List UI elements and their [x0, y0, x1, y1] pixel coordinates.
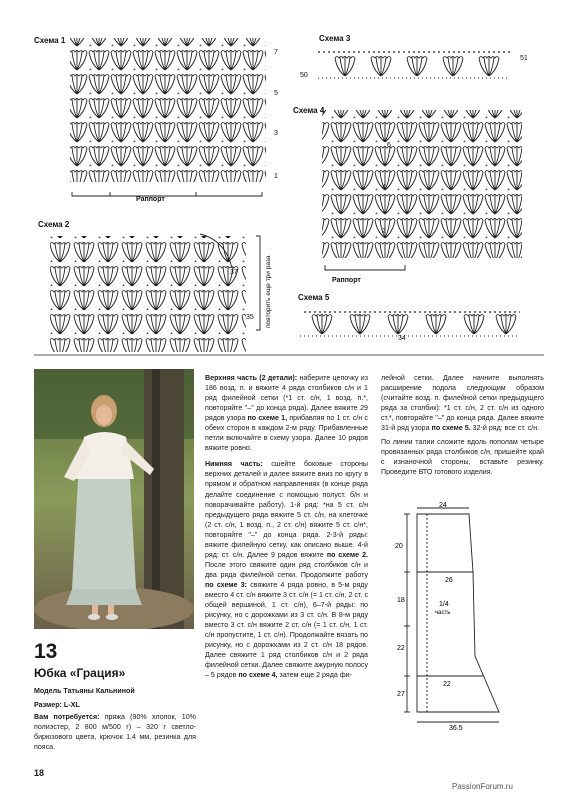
lower-text-4: затем еще 2 ряда фи- — [279, 671, 352, 680]
s3-row-50: 50 — [300, 72, 308, 79]
dim-h22: 22 — [397, 645, 405, 652]
s1-row-1: 1 — [274, 173, 278, 180]
dim-h20: 20 — [395, 543, 403, 550]
dim-w22: 22 — [443, 681, 451, 688]
lower-part-label: Нижняя часть: — [205, 460, 263, 469]
dim-h27: 27 — [397, 691, 405, 698]
dim-w26: 26 — [445, 577, 453, 584]
s2-row-37: 37 — [230, 269, 238, 276]
dim-quarter: 1/4 — [439, 601, 449, 608]
article-title: Юбка «Грация» — [34, 666, 126, 680]
size-value: L-XL — [63, 701, 80, 709]
col3-text-2: 32-й ряд: все ст. с/н. — [472, 424, 540, 433]
s1-row-3: 3 — [274, 130, 278, 137]
skirt-pattern-diagram — [395, 500, 545, 730]
upper-part-label: Верхняя часть (2 детали): — [205, 374, 298, 382]
model-credit — [34, 686, 135, 696]
lower-text-2: После этого свяжите один ряд столбиков с/н и два ряда филейной сетки. Продолжите работу — [205, 560, 368, 579]
page-number: 18 — [34, 768, 45, 778]
scheme-3-label: Схема 3 — [319, 34, 351, 43]
instructions-column-3 — [381, 373, 544, 477]
upper-text-2: прибавляя по 1 ст. с/н с обеих сторон в каждом 2-м ряду. Прибавленные петли включайте в схему узора. Далее 10 рядов вяжите ровно. — [205, 414, 368, 453]
lower-scheme-3-ref: по схеме 3: — [205, 580, 248, 589]
upper-text-1: наберите цепочку из 186 возд. п. и вяжите 4 ряда столбиков с/н и 1 ряд филейной сетки (*1 ст. с/н, 1 возд. п.*, повторяйте "–" до конца ряда). Далее вяжите 29 рядов узора — [205, 374, 368, 423]
size-line — [34, 700, 80, 710]
lower-text-1: сшейте боковые стороны верхних деталей и далее вяжите вниз по кругу в прямом и обратном направлениях (в конце ряда делайте соединение с помощью полуст. б/н и поворачивайте работу). 1-й ряд: *на 5 ст. с/н предыдущего ряда вяжите 5 ст. с/н, на клеточке (2 ст. с/н, 1 возд. п., 2 ст. с/н) вяжите 5 ст. с/н*, повторяйте "–" до конца ряда. 2-3-й ряды: вяжите филейную сетку, как описано выше. 4-й ряд: ст. с/н. Далее 9 рядов вяжите — [205, 460, 368, 559]
s1-row-5: 5 — [274, 90, 278, 97]
instructions-column-2 — [205, 373, 368, 680]
dim-top: 24 — [439, 502, 447, 509]
col3-scheme-5-ref: по схеме 5. — [431, 424, 471, 433]
scheme-4-label: Схема 4 — [293, 106, 325, 115]
dim-quarter-label: часть — [435, 610, 451, 616]
dim-bottom: 36,5 — [449, 725, 463, 730]
s4-row-4: 4 — [382, 184, 386, 191]
crochet-charts — [0, 0, 577, 360]
size-label: Размер: — [34, 701, 62, 709]
s4-row-2: 2 — [382, 228, 386, 235]
materials-text: пряжа (90% хлопок, 10% полиэстер, 2 800 м/500 г) – 320 г светло-бирюзового цвета, крючок 1,4 мм, резинка для пояса. — [34, 713, 196, 752]
model-author: Модель Татьяны Кальниной — [34, 687, 135, 695]
scheme-5-label: Схема 5 — [298, 293, 330, 302]
scheme-2-label: Схема 2 — [38, 220, 70, 229]
lower-text-3: свяжите 4 ряда ровно, в 5-м ряду вместо 4 ст. с/н вяжите 3 ст. с/н (= 1 ст. с/н, 2 ст. с общей вершиной, 1 ст. с/н), 6–7-й ряды: по рисунку, но с дорожками из 3 ст. с/н. В 8-м ряду вместо 3 ст. с/н вяжите 2 ст. с/н (= 1 ст. с/н, 1 ст. с/н пропустите, 1 ст. с/н). Продолжайте вязать по рисунку, но с дорожками из 2 ст. с/н 18 рядов. Далее свяжите 1 ряд столбиков с/н и 2 ряда филейной сетки. Далее свяжите ажурную полосу – 5 рядов — [205, 580, 368, 680]
model-photo — [34, 369, 194, 629]
scheme-1-label: Схема 1 — [34, 36, 66, 45]
s5-row-34: 34 — [398, 335, 406, 342]
s2-repeat-note: повторить еще три раза — [265, 255, 272, 328]
s4-rapport: Раппорт — [332, 277, 361, 284]
lower-scheme-4-ref: по схеме 4, — [238, 671, 278, 680]
s4-row-6: 6 — [387, 142, 391, 149]
col3-text-3: По линии талии сложите вдоль пополам четыре провязанных ряда столбиков с/н, пришейте край с изнаночной стороны, вставьте резинку. Проведите ВТО готового изделия. — [381, 438, 544, 477]
materials — [34, 712, 196, 752]
s2-row-35: 35 — [246, 314, 254, 321]
s1-rapport: Раппорт — [136, 196, 165, 203]
lower-scheme-2-ref: по схеме 2. — [326, 550, 368, 559]
dim-h18: 18 — [397, 597, 405, 604]
upper-scheme-ref: по схеме 1, — [247, 414, 288, 423]
article-number: 13 — [34, 640, 58, 663]
col3-text-1: лейной сетки. Далее начните выполнять расширение подола следующим образом (считайте возд. п. филейной сетки предыдущего ряда за столбик): *1 ст. с/н, 2 ст. с/н из одного ст.*, повторяйте "–" до конца ряда. Далее вяжите 31-й ряд узора — [381, 374, 544, 433]
s3-row-51: 51 — [520, 55, 528, 62]
s1-row-7: 7 — [274, 49, 278, 56]
watermark: PassionForum.ru — [452, 782, 513, 791]
materials-label: Вам потребуется: — [34, 713, 100, 721]
